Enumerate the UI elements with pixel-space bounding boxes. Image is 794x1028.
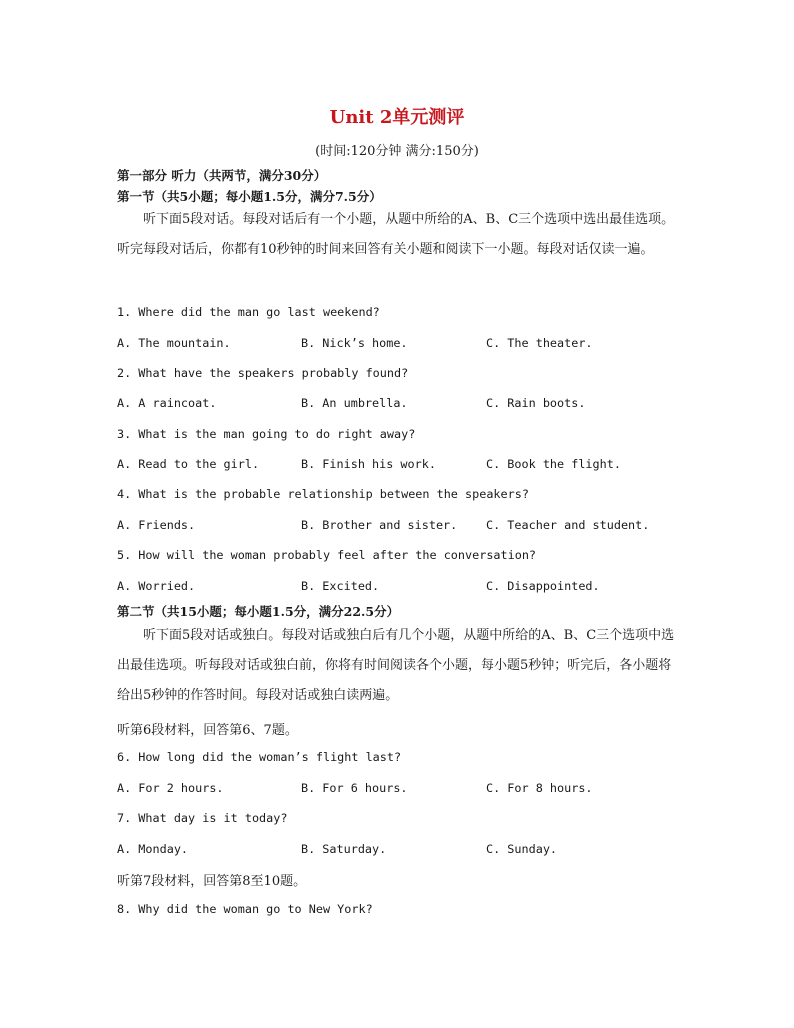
- part1-heading: 第一部分 听力（共两节，满分30分）: [117, 168, 327, 183]
- option-6b: B. For 6 hours.: [301, 781, 408, 795]
- section1-instructions: 听下面5段对话。每段对话后有一个小题，从题中所给的A、B、C三个选项中选出最佳选项。听完每段对话后，你都有10秒钟的时间来回答有关小题和阅读下一小题。每段对话仅读一遍。: [117, 212, 675, 257]
- section2-heading: 第二节（共15小题；每小题1.5分，满分22.5分）: [117, 604, 400, 619]
- material-6-instruction: 听第6段材料，回答第6、7题。: [117, 723, 298, 738]
- material-7-instruction: 听第7段材料，回答第8至10题。: [117, 874, 307, 889]
- option-5a: A. Worried.: [117, 579, 196, 593]
- option-6a: A. For 2 hours.: [117, 781, 224, 795]
- option-1b: B. Nick’s home.: [301, 336, 408, 350]
- question-1: 1. Where did the man go last weekend?: [117, 305, 380, 319]
- option-3c: C. Book the flight.: [486, 457, 621, 471]
- option-3a: A. Read to the girl.: [117, 457, 260, 471]
- option-5c: C. Disappointed.: [486, 579, 600, 593]
- question-6: 6. How long did the woman’s flight last?: [117, 750, 402, 764]
- question-7: 7. What day is it today?: [117, 811, 288, 825]
- section1-heading: 第一节（共5小题；每小题1.5分，满分7.5分）: [117, 189, 382, 204]
- option-4c: C. Teacher and student.: [486, 518, 650, 532]
- question-3: 3. What is the man going to do right away?: [117, 427, 416, 441]
- page-title: Unit 2单元测评: [329, 107, 465, 128]
- question-5: 5. How will the woman probably feel after the conversation?: [117, 548, 537, 562]
- option-7c: C. Sunday.: [486, 842, 558, 856]
- option-4a: A. Friends.: [117, 518, 196, 532]
- option-6c: C. For 8 hours.: [486, 781, 593, 795]
- option-1c: C. The theater.: [486, 336, 593, 350]
- option-3b: B. Finish his work.: [301, 457, 436, 471]
- exam-time-score: (时间:120分钟 满分:150分): [315, 144, 479, 159]
- question-8: 8. Why did the woman go to New York?: [117, 902, 373, 916]
- option-7a: A. Monday.: [117, 842, 189, 856]
- question-2: 2. What have the speakers probably found?: [117, 366, 409, 380]
- section2-instructions: 听下面5段对话或独白。每段对话或独白后有几个小题，从题中所给的A、B、C三个选项中选出最佳选项。听每段对话或独白前，你将有时间阅读各个小题，每小题5秒钟；听完后，各小题将给出5秒钟的作答时间。每段对话或独白读两遍。: [117, 628, 675, 703]
- option-2c: C. Rain boots.: [486, 396, 586, 410]
- option-1a: A. The mountain.: [117, 336, 231, 350]
- option-2b: B. An umbrella.: [301, 396, 408, 410]
- option-4b: B. Brother and sister.: [301, 518, 458, 532]
- option-7b: B. Saturday.: [301, 842, 387, 856]
- option-5b: B. Excited.: [301, 579, 380, 593]
- option-2a: A. A raincoat.: [117, 396, 217, 410]
- question-4: 4. What is the probable relationship between the speakers?: [117, 487, 529, 501]
